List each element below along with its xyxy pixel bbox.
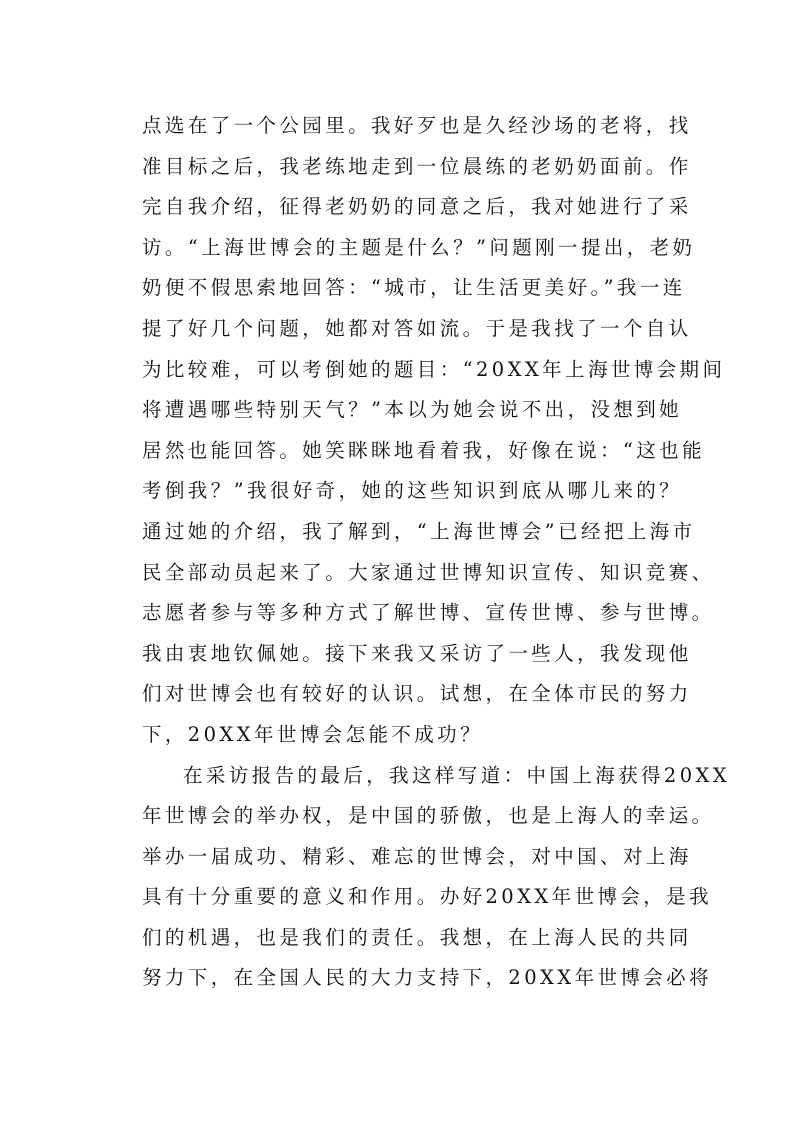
text-line: 提了好几个问题，她都对答如流。于是我找了一个自认 — [142, 316, 692, 340]
text-line: 访。“上海世博会的主题是什么？”问题刚一提出，老奶 — [142, 235, 696, 259]
text-line: 举办一届成功、精彩、难忘的世博会，对中国、对上海 — [142, 844, 692, 868]
text-line: 奶便不假思索地回答：“城市，让生活更美好。”我一连 — [142, 276, 686, 300]
paragraph-start-line: 在采访报告的最后，我这样写道：中国上海获得20XX — [183, 763, 731, 787]
text-line: 居然也能回答。她笑眯眯地看着我，好像在说：“这也能 — [142, 438, 705, 462]
text-line: 努力下，在全国人民的大力支持下，20XX年世博会必将 — [142, 966, 712, 990]
text-line: 们对世博会也有较好的认识。试想，在全体市民的努力 — [142, 682, 692, 706]
text-line: 具有十分重要的意义和作用。办好20XX年世博会，是我 — [142, 885, 712, 909]
text-line: 年世博会的举办权，是中国的骄傲，也是上海人的幸运。 — [142, 804, 715, 828]
text-line: 为比较难，可以考倒她的题目：“20XX年上海世博会期间 — [142, 357, 726, 381]
text-line: 将遭遇哪些特别天气？”本以为她会说不出，没想到她 — [142, 398, 683, 422]
text-line: 民全部动员起来了。大家通过世博知识宣传、知识竞赛、 — [142, 560, 715, 584]
text-line: 志愿者参与等多种方式了解世博、宣传世博、参与世博。 — [142, 601, 715, 625]
text-line: 完自我介绍，征得老奶奶的同意之后，我对她进行了采 — [142, 195, 692, 219]
text-line: 们的机遇，也是我们的责任。我想，在上海人民的共同 — [142, 925, 692, 949]
text-line: 我由衷地钦佩她。接下来我又采访了一些人，我发现他 — [142, 641, 692, 665]
text-line: 点选在了一个公园里。我好歹也是久经沙场的老将，找 — [142, 114, 692, 137]
text-line: 准目标之后，我老练地走到一位晨练的老奶奶面前。作 — [142, 154, 692, 178]
body-text — [142, 106, 731, 999]
text-line: 通过她的介绍，我了解到，“上海世博会”已经把上海市 — [142, 519, 696, 543]
text-line: 下，20XX年世博会怎能不成功？ — [142, 722, 483, 746]
text-line: 考倒我？”我很好奇，她的这些知识到底从哪儿来的？ — [142, 479, 683, 503]
